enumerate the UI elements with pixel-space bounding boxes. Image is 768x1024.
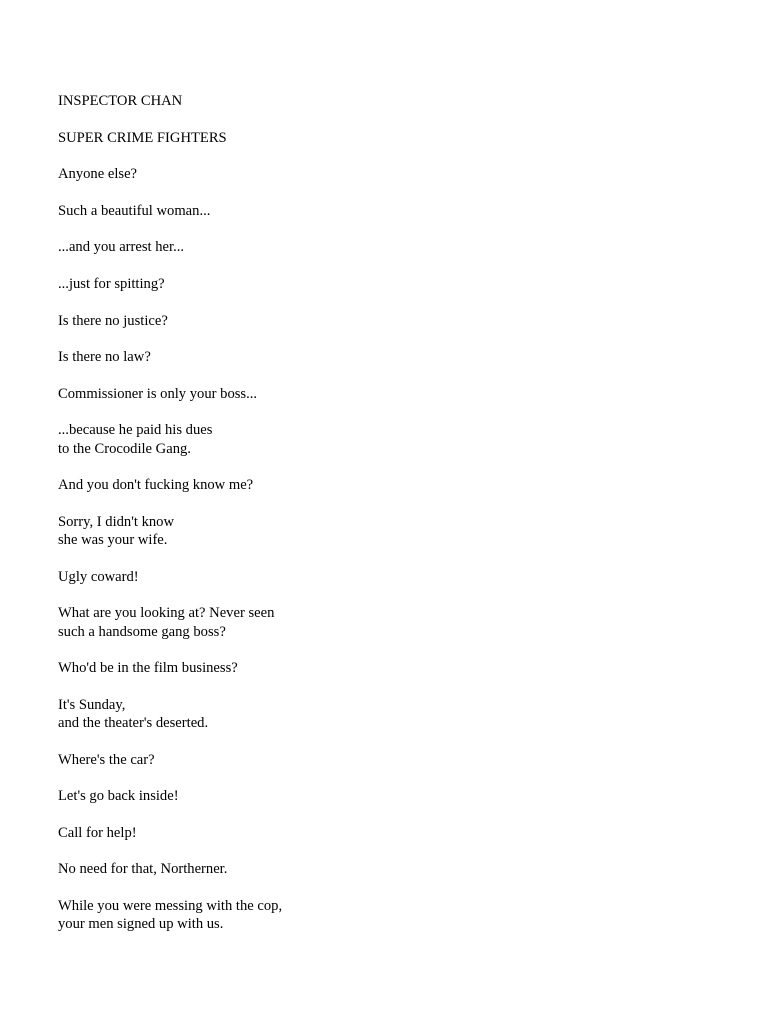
subtitle-line: Is there no justice? [58,312,168,329]
subtitle-line: And you don't fucking know me? [58,477,254,494]
subtitle-paragraph [58,238,718,256]
subtitle-paragraph [58,421,718,458]
subtitle-line: No need for that, Northerner. [58,861,228,878]
subtitle-line: INSPECTOR CHAN [58,93,183,109]
subtitle-paragraph [58,385,718,403]
subtitle-line: It's Sunday, [58,696,126,713]
subtitle-line: Call for help! [58,824,137,841]
document-title [58,92,718,110]
subtitle-line: While you were messing with the cop, [58,898,283,915]
document-subtitle [58,129,718,147]
subtitle-line: she was your wife. [58,532,168,549]
subtitle-paragraph [58,897,718,934]
subtitle-paragraph [58,787,718,805]
subtitle-line: Who'd be in the film business? [58,660,238,677]
subtitle-line: ...and you arrest her... [58,239,185,256]
subtitle-paragraph [58,312,718,330]
subtitle-line: Ugly coward! [58,568,139,585]
subtitle-line: SUPER CRIME FIGHTERS [58,129,227,146]
subtitle-paragraph [58,476,718,494]
subtitle-paragraph [58,824,718,842]
subtitle-paragraph [58,202,718,220]
subtitle-paragraph [58,751,718,769]
subtitle-line: Anyone else? [58,166,138,183]
subtitle-paragraph [58,275,718,293]
subtitle-document [58,92,718,952]
subtitle-paragraph [58,860,718,878]
subtitle-paragraph [58,568,718,586]
subtitle-line: Such a beautiful woman... [58,202,211,219]
subtitle-line: such a handsome gang boss? [58,623,226,640]
subtitle-paragraph [58,513,718,550]
subtitle-paragraph [58,604,718,641]
subtitle-line: What are you looking at? Never seen [58,605,275,622]
subtitle-line: to the Crocodile Gang. [58,440,191,457]
subtitle-paragraph [58,165,718,183]
subtitle-line: ...because he paid his dues [58,422,213,439]
subtitle-paragraph [58,348,718,366]
subtitle-paragraph [58,659,718,677]
subtitle-line: and the theater's deserted. [58,715,209,732]
subtitle-line: Sorry, I didn't know [58,513,174,530]
subtitle-line: Let's go back inside! [58,788,179,805]
subtitle-line: Where's the car? [58,751,155,768]
subtitle-line: ...just for spitting? [58,275,165,292]
subtitle-paragraph [58,696,718,733]
subtitle-line: Is there no law? [58,349,151,366]
subtitle-line: your men signed up with us. [58,916,224,933]
subtitle-line: Commissioner is only your boss... [58,385,258,402]
